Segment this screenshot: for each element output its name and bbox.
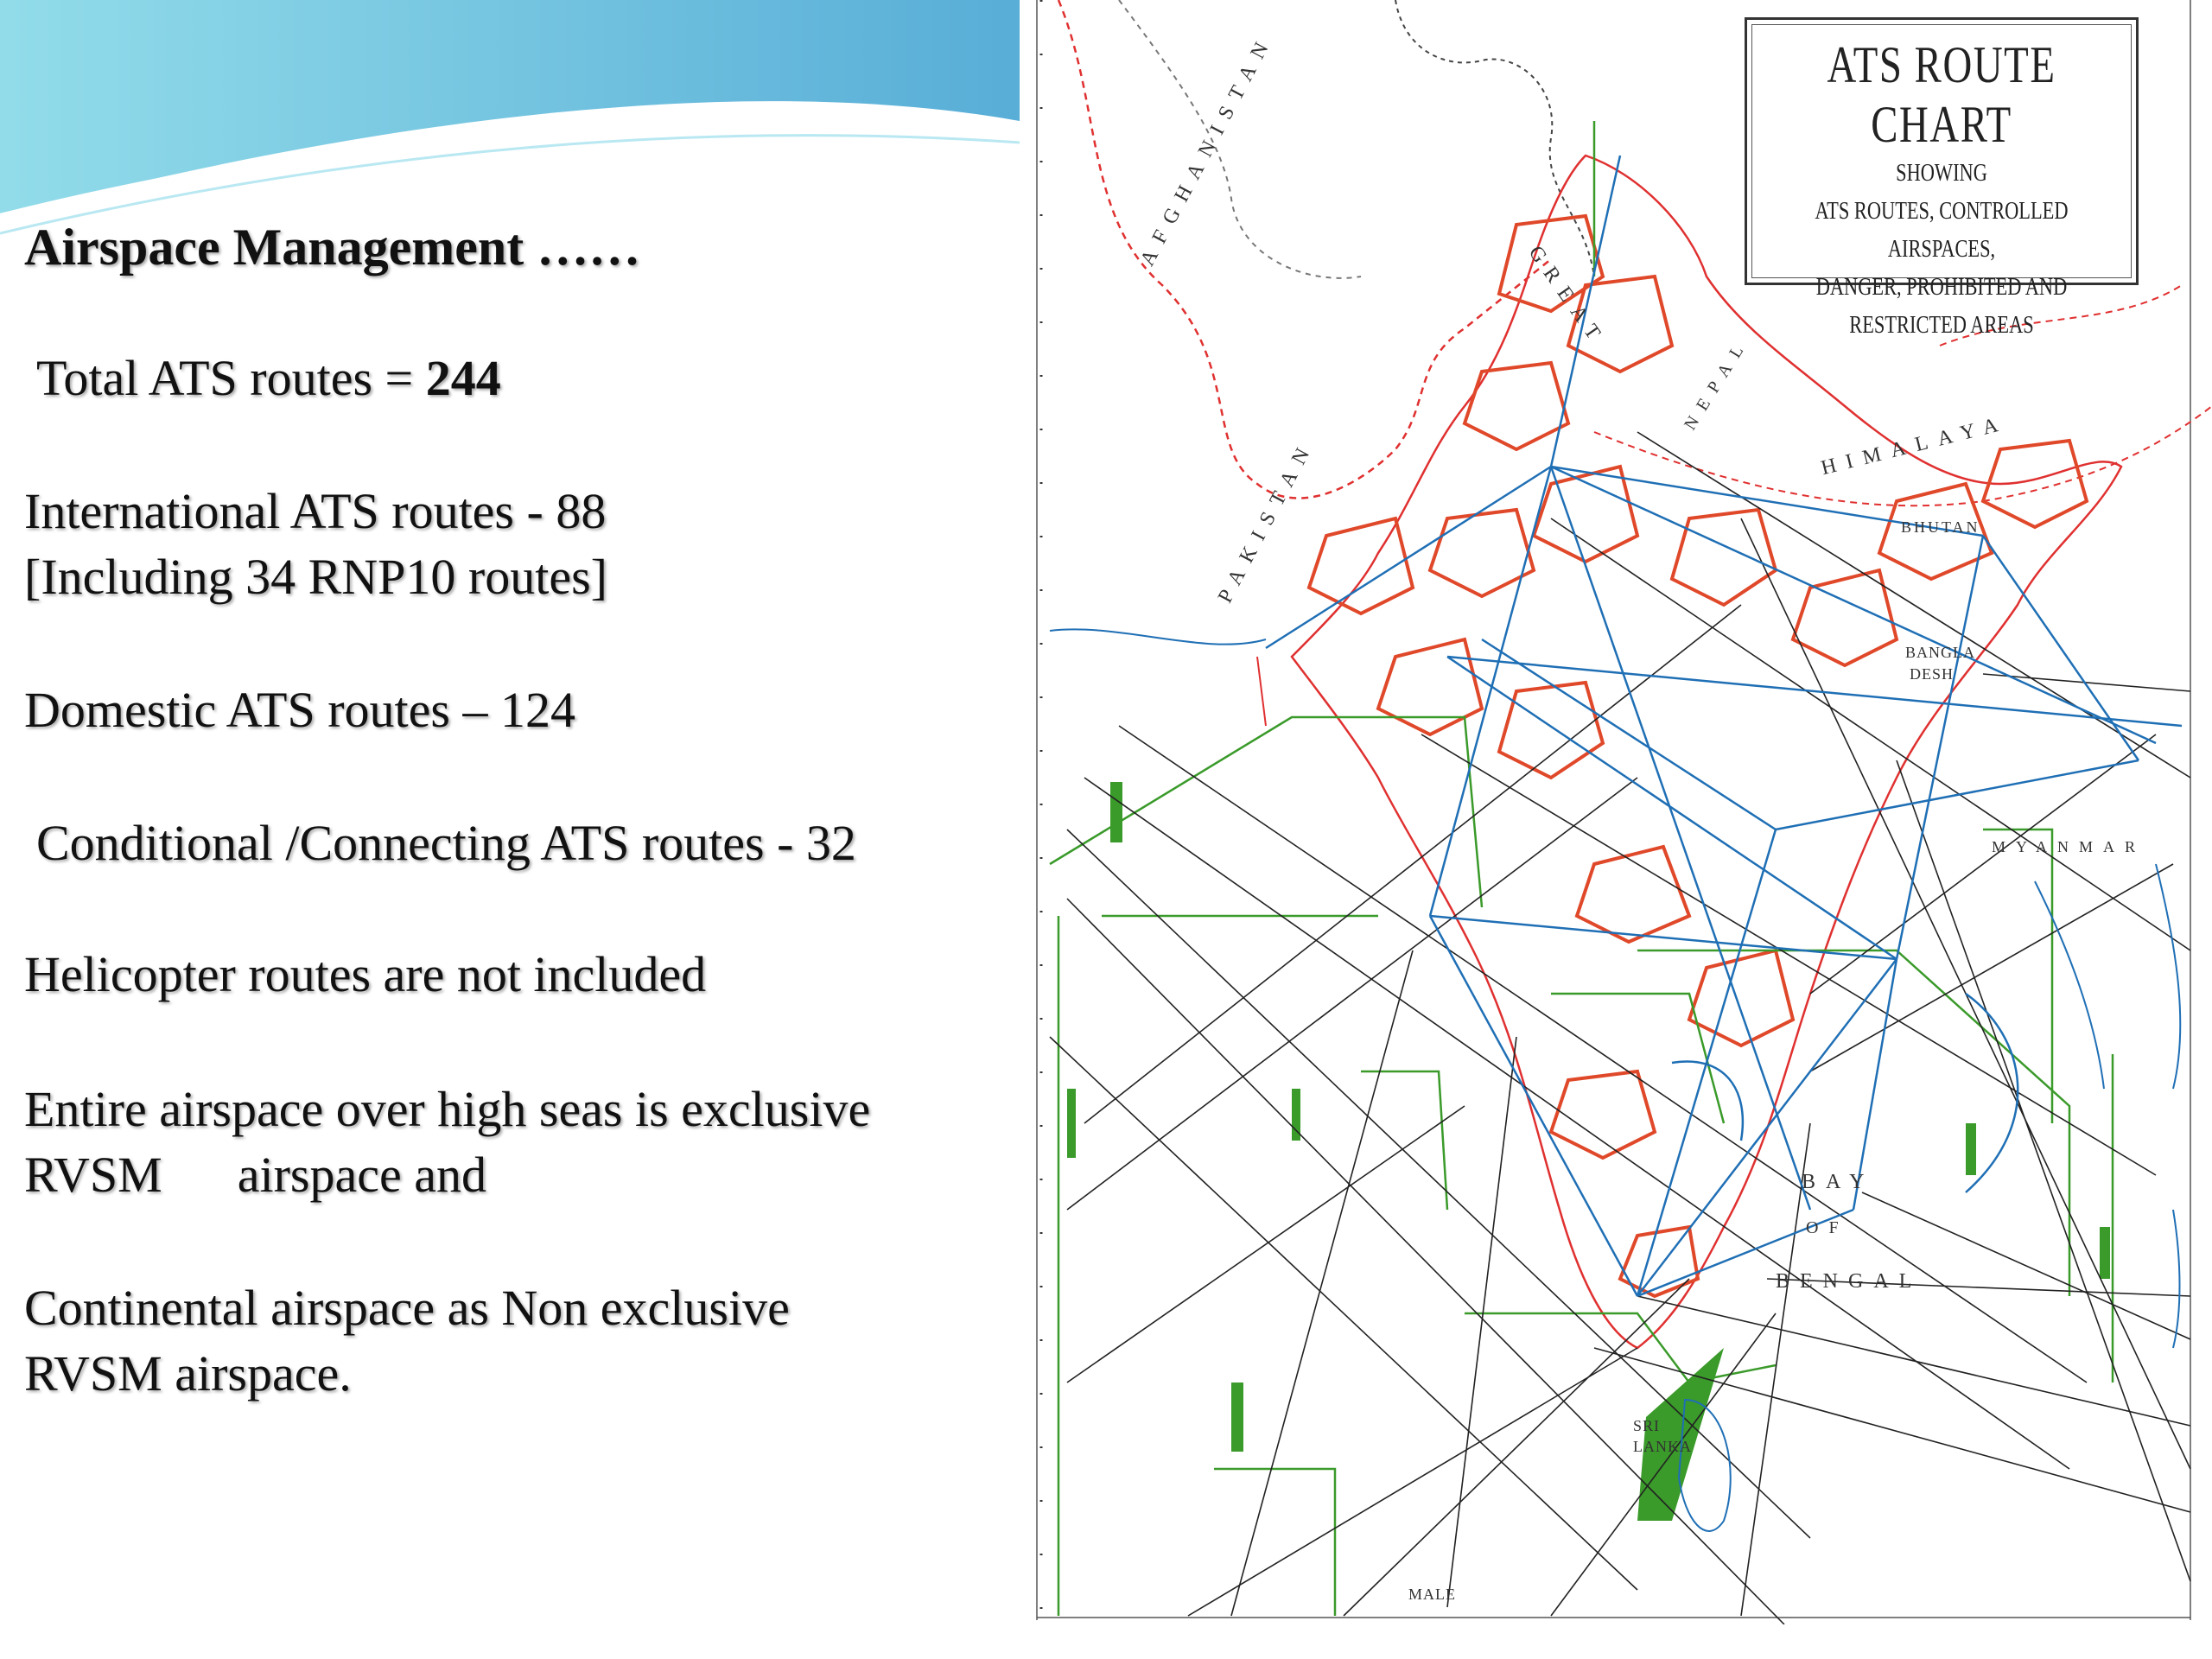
label-bangladesh-2: DESH bbox=[1910, 665, 1955, 683]
rvsm-nonexclusive-line: RVSM airspace. bbox=[24, 1345, 352, 1402]
label-himalaya: HIMALAYA bbox=[1819, 411, 2011, 480]
legend-title: ATS ROUTE CHART bbox=[1827, 36, 2056, 153]
rnp10-routes-line: [Including 34 RNP10 routes] bbox=[24, 549, 607, 605]
label-bengal: BENGAL bbox=[1776, 1270, 1923, 1293]
continental-airspace-line: Continental airspace as Non exclusive bbox=[24, 1280, 790, 1336]
legend-line-danger: DANGER, PROHIBITED AND bbox=[1815, 274, 2068, 301]
label-great: GREAT bbox=[1523, 242, 1611, 353]
legend-showing: SHOWING bbox=[1896, 160, 1987, 187]
international-routes-line: International ATS routes - 88 bbox=[24, 483, 607, 539]
label-afghanistan: AFGHANISTAN bbox=[1136, 29, 1279, 270]
total-routes-value: 244 bbox=[425, 350, 501, 406]
label-sri-lanka-1: SRI bbox=[1633, 1417, 1661, 1434]
ats-route-chart-map bbox=[1033, 0, 2212, 1624]
label-myanmar: MYANMAR bbox=[1992, 838, 2146, 855]
legend-line-routes: ATS ROUTES, CONTROLLED AIRSPACES, bbox=[1815, 198, 2069, 263]
label-nepal: NEPAL bbox=[1681, 334, 1753, 434]
domestic-routes-line: Domestic ATS routes – 124 bbox=[24, 682, 575, 738]
label-bhutan: BHUTAN bbox=[1901, 518, 1980, 536]
conditional-routes-line: Conditional /Connecting ATS routes - 32 bbox=[36, 815, 856, 871]
label-of: OF bbox=[1806, 1218, 1849, 1237]
helicopter-routes-line: Helicopter routes are not included bbox=[24, 946, 707, 1002]
label-bay: BAY bbox=[1802, 1171, 1875, 1193]
high-seas-line: Entire airspace over high seas is exclusive bbox=[24, 1081, 871, 1137]
total-routes-line bbox=[36, 346, 501, 411]
legend-line-restricted: RESTRICTED AREAS bbox=[1849, 312, 2034, 339]
rvsm-airspace-line: RVSM airspace and bbox=[24, 1147, 486, 1203]
total-routes-label: Total ATS routes = bbox=[36, 350, 426, 406]
label-sri-lanka-2: LANKA bbox=[1633, 1438, 1692, 1455]
label-male: MALE bbox=[1408, 1586, 1456, 1603]
label-pakistan: PAKISTAN bbox=[1214, 435, 1319, 607]
slide-heading: Airspace Management …… bbox=[24, 219, 641, 276]
label-bangladesh-1: BANGLA bbox=[1905, 644, 1975, 661]
chart-legend-box bbox=[1745, 17, 2139, 339]
